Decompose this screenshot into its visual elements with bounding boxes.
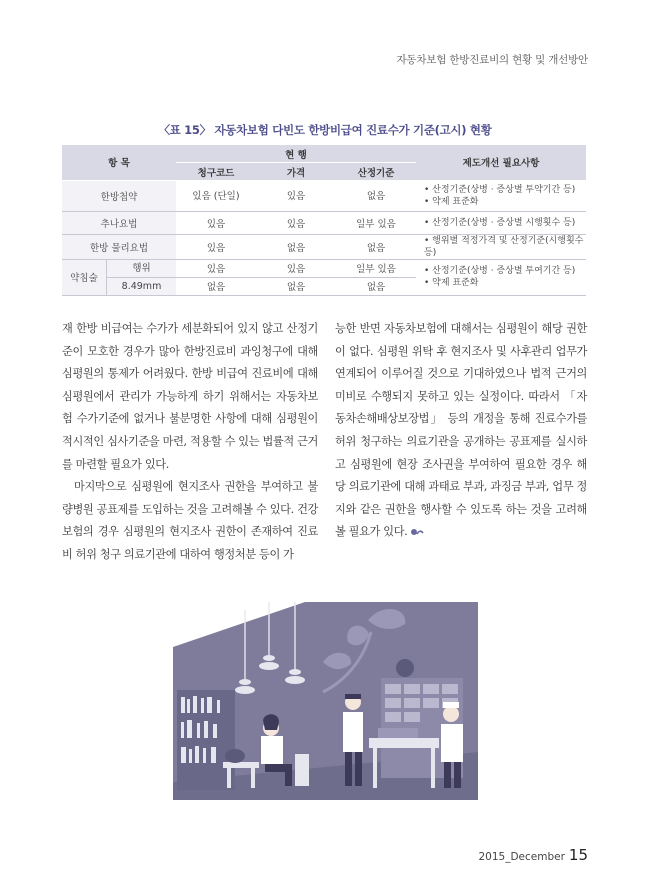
header-current: 현 행 [176,145,416,163]
row-code: 있음 [176,259,256,277]
row-item: 한방첩약 [62,180,176,211]
sub-row-label: 행위 [107,260,176,278]
header-item: 항 목 [62,145,176,180]
table-row [62,234,586,259]
row-item: 추나요법 [62,211,176,234]
row-code: 있음 (단일) [176,180,256,211]
row-price: 있음 [256,259,336,277]
row-code: 없음 [176,277,256,295]
body-column-right [335,318,587,544]
clinic-illustration [173,602,478,800]
footer-date: 2015_December [478,851,565,863]
sub-row-label: 8.49mm [121,280,162,292]
row-price: 없음 [256,277,336,295]
row-notes: • 산정기준(상병 · 증상별 투여기간 등) • 약제 표준화 [416,259,586,295]
comparison-table [62,145,586,296]
table-row [62,180,586,211]
row-criteria: 없음 [336,277,416,295]
footer [478,846,588,864]
row-code: 있음 [176,211,256,234]
row-criteria: 일부 있음 [336,259,416,277]
body-column-left [62,318,318,567]
header-price: 가격 [256,163,336,181]
table-caption: 〈표 15〉 자동차보험 다빈도 한방비급여 진료수가 기준(고시) 현황 [158,123,492,137]
paragraph: 능한 반면 자동차보험에 대해서는 심평원이 해당 권한이 없다. 심평원 위탁 후 현지조사 및 사후관리 업무가 연계되어 이루어질 것으로 기대하였으나 법적 근거의 미비로 수행되지 못하고 있는 실정이다. 따라서 「자동차손해배상보장법」 등의 개정을 통해 진료수가를 허위 청구하는 의료기관을 공개하는 공표제를 실시하고 심평원에 현장 조사권을 부여하여 필요한 경우 해당 의료기관에 대해 과태료 부과, 과징금 부과, 업무 정지와 같은 권한을 행사할 수 있도록 하는 것을 고려해볼 필요가 있다. [335,322,587,539]
paragraph: 마지막으로 심평원에 현지조사 권한을 부여하고 불량병원 공표제를 도입하는 것을 고려해볼 수 있다. 건강보험의 경우 심평원의 현지조사 권한이 존재하여 진료비 허위 청구 의료기관에 대하여 행정처분 등이 가 [62,480,318,561]
row-notes: • 행위별 적정가격 및 산정기준(시행횟수 등) [416,234,586,259]
row-notes: • 산정기준(상병 · 증상별 시행횟수 등) [416,211,586,234]
row-criteria: 없음 [336,234,416,259]
header-claim-code: 청구코드 [176,163,256,181]
paragraph: 재 한방 비급여는 수가가 세분화되어 있지 않고 산정기준이 모호한 경우가 많아 한방진료비 과잉청구에 대해 심평원의 통제가 어려웠다. 한방 비급여 진료비에 대해 심평원에서 관리가 가능하게 하기 위해서는 자동차보험 수가기준에 없거나 불분명한 사항에 대해 심평원이 적시적인 심사기준을 마련, 적용할 수 있는 법률적 근거를 마련할 필요가 있다. [62,322,318,471]
row-criteria: 일부 있음 [336,211,416,234]
row-item: 약침술 [62,260,107,295]
end-mark-icon [410,527,424,537]
row-price: 있음 [256,211,336,234]
row-price: 없음 [256,234,336,259]
header-criteria: 산정기준 [336,163,416,181]
row-item: 한방 물리요법 [62,234,176,259]
row-price: 있음 [256,180,336,211]
row-code: 있음 [176,234,256,259]
table-row [62,259,586,277]
row-criteria: 없음 [336,180,416,211]
row-notes: • 산정기준(상병 · 증상별 투약기간 등) • 약제 표준화 [416,180,586,211]
header-improvement: 제도개선 필요사항 [416,145,586,180]
running-head: 자동차보험 한방진료비의 현황 및 개선방안 [396,54,588,66]
table-row [62,211,586,234]
page-number: 15 [568,846,588,864]
